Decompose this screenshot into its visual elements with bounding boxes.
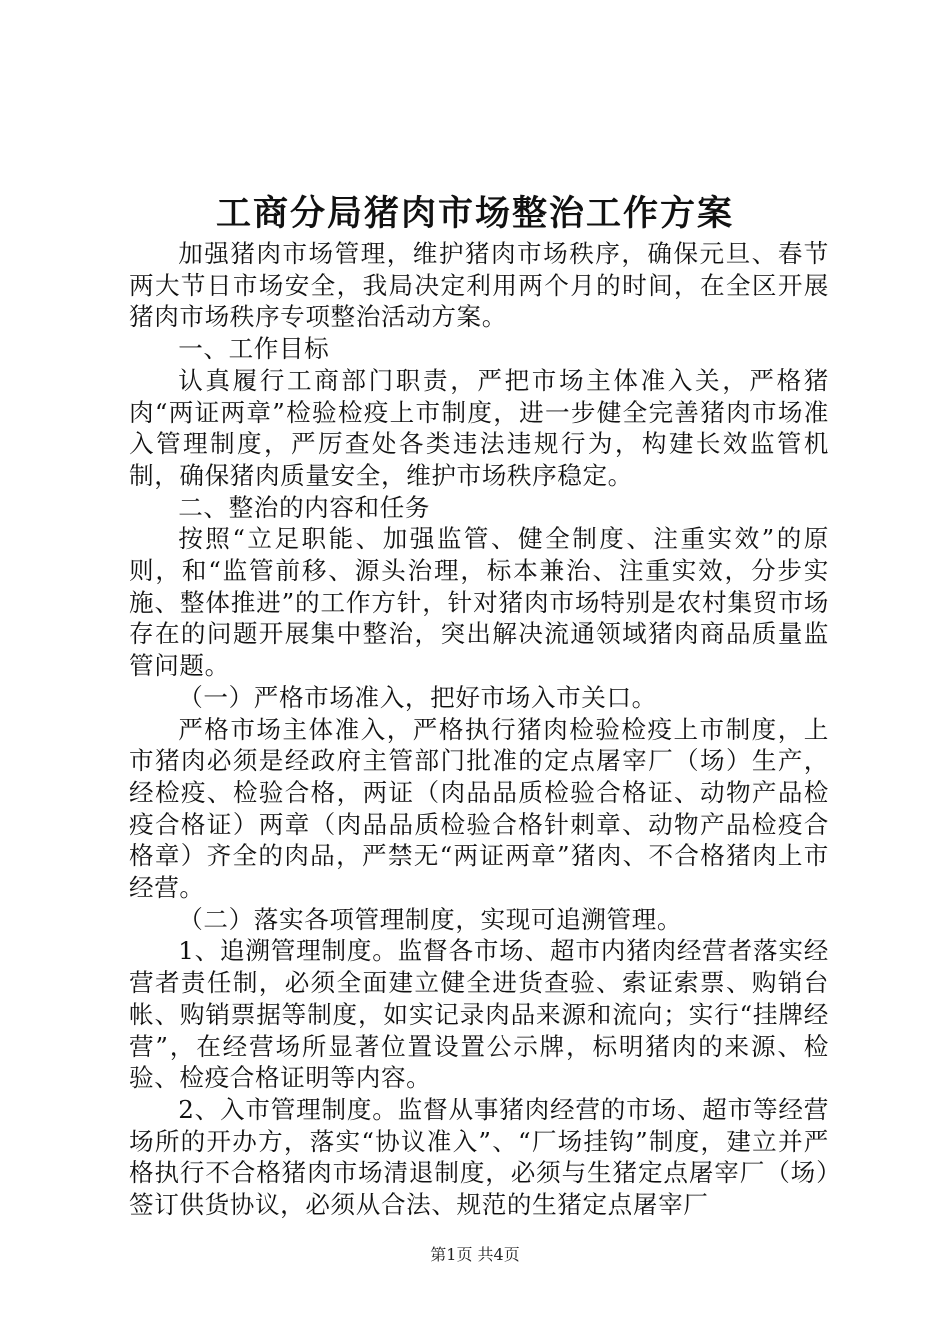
paragraph-market-access: 严格市场主体准入，严格执行猪肉检验检疫上市制度，上市猪肉必须是经政府主管部门批准的定点屠宰厂（场）生产，经检疫、检验合格，两证（肉品品质检验合格证、动物产品检疫合格证）两章（肉品品质检验合格针刺章、动物产品检疫合格章）齐全的肉品，严禁无“两证两章”猪肉、不合格猪肉上市经营。 (129, 714, 829, 903)
paragraph-intro: 加强猪肉市场管理，维护猪肉市场秩序，确保元旦、春节两大节日市场安全，我局决定利用两个月的时间，在全区开展猪肉市场秩序专项整治活动方案。 (129, 239, 829, 332)
paragraph-entry-management: 2、入市管理制度。监督从事猪肉经营的市场、超市等经营场所的开办方，落实“协议准入”、“厂场挂钩”制度，建立并严格执行不合格猪肉市场清退制度，必须与生猪定点屠宰厂（场）签订供货协议，必须从合法、规范的生猪定点屠宰厂 (129, 1094, 829, 1220)
document-body (129, 238, 829, 1221)
page-footer: 第1页 共4页 (430, 1245, 520, 1264)
document-title: 工商分局猪肉市场整治工作方案 (215, 193, 734, 234)
paragraph-work-goal: 认真履行工商部门职责，严把市场主体准入关，严格猪肉“两证两章”检验检疫上市制度，进一步健全完善猪肉市场准入管理制度，严厉查处各类违法违规行为，构建长效监管机制，确保猪肉质量安全，维护市场秩序稳定。 (129, 365, 829, 490)
heading-work-goal: 一、工作目标 (178, 334, 330, 364)
heading-content-tasks: 二、整治的内容和任务 (178, 492, 431, 522)
paragraph-principles: 按照“立足职能、加强监管、健全制度、注重实效”的原则，和“监管前移、源头治理，标本兼治、注重实效，分步实施、整体推进”的工作方针，针对猪肉市场特别是农村集贸市场存在的问题开展集中整治，突出解决流通领域猪肉商品质量监管问题。 (129, 524, 829, 681)
subheading-management-systems: （二）落实各项管理制度，实现可追溯管理。 (178, 904, 683, 934)
subheading-market-access: （一）严格市场准入，把好市场入市关口。 (178, 682, 657, 712)
paragraph-traceability: 1、追溯管理制度。监督各市场、超市内猪肉经营者落实经营者责任制，必须全面建立健全进货查验、索证索票、购销台帐、购销票据等制度，如实记录肉品来源和流向；实行“挂牌经营”，在经营场所显著位置设置公示牌，标明猪肉的来源、检验、检疫合格证明等内容。 (129, 936, 829, 1093)
